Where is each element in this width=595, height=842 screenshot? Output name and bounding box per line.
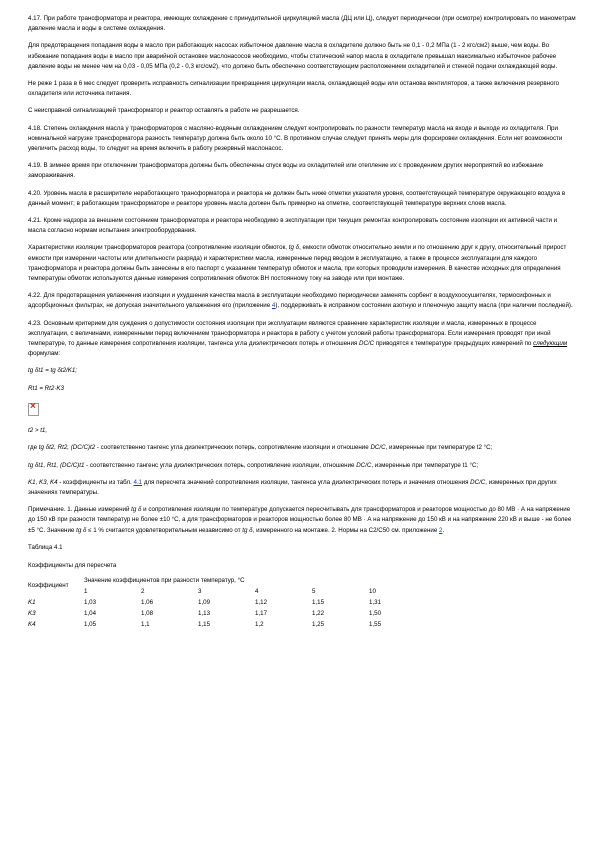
table-row (28, 608, 426, 619)
paragraph-4-21: 4.21. Кроме надзора за внешним состоянием трансформатора и реактора необходимо в эксплуатации при текущих ремонтах контролировать состояние изоляции их активной части и масла согласно нормам испытания электрооборудования. (28, 217, 558, 235)
appendix-2-link[interactable]: 2 (439, 526, 443, 534)
definition-t2-values: где tg δt2, Rt2, (DC/C)t2 - соответственно тангенс угла диэлектрических потерь, сопротивление изоляции и отношение DC/C, измеренные при температуре t2 °С; (28, 444, 493, 452)
table-4-1-link[interactable]: 4.1 (133, 478, 143, 486)
document-page (28, 14, 576, 630)
table-cell: 1,05 (84, 620, 97, 628)
table-title: Коэффициенты для пересчета (28, 561, 117, 569)
table-cell: 1,31 (369, 598, 382, 606)
column-header: 5 (312, 587, 316, 595)
appendix-4-link[interactable]: 4 (271, 302, 276, 310)
table-columns-row (28, 586, 426, 597)
table-cell: 1,06 (141, 598, 154, 606)
formula-temperature-condition: t2 > t1, (28, 427, 48, 435)
paragraph-4-17-pressure: Для предотвращения попадания воды в масло при работающих насосах избыточное давление масла в охладителе должно быть не 0,1 - 0,2 МПа (1 - 2 кгс/см2) выше, чем воды. Во избежание попадания воды в масло при аварийной остановке маслонасосов необходимо, чтобы статический напор масла в охладителе превышал максимально избыточное рабочее давление воды не менее чем на 0,03 - 0,05 МПа (0,2 - 0,3 кгс/см2), что должно быть обеспечено соответствующим расположением охладителей и стенкой подачи охлаждающей воды. (28, 42, 558, 70)
row-name: K3 (28, 609, 36, 617)
table-cell: 1,15 (312, 598, 325, 606)
table-cell: 1,17 (255, 609, 268, 617)
paragraph-4-19: 4.19. В зимнее время при отключении трансформатора должны быть обеспечены спуск воды из охладителей или отепление их с проведением других мероприятий во избежание замораживания. (28, 162, 544, 180)
table-cell: 1,2 (255, 620, 264, 628)
paragraph-4-17: 4.17. При работе трансформатора и реактора, имеющих охлаждение с принудительной циркуляцией масла (ДЦ или Ц), следует периодически (при осмотре) контролировать по манометрам давление масла и воды в системе охлаждения. (28, 15, 576, 33)
formula-tg-delta: tg δt1 = tg δt2/K1; (28, 367, 78, 375)
paragraph-4-17-signal-check: Не реже 1 раза в 6 мес следует проверить исправность сигнализации прекращения циркуляции масла, охлаждающей воды или останова вентиляторов, а также включения резервного охладителя или источника питания. (28, 80, 560, 98)
column-header: 1 (84, 587, 88, 595)
column-header: 10 (369, 587, 376, 595)
paragraph-4-18: 4.18. Степень охлаждения масла у трансформаторов с масляно-водяным охлаждением следует контролировать по разности температур масла на входе и выходе из охладителя. При номинальной нагрузке трансформатора разность температур должна быть около 10 °С. В противном случае следует принять меры для форсировки охлаждения. Если нет возможности увеличить расход воды, то следует на время включить в работу резервный маслонасос. (28, 124, 563, 153)
column-header: 2 (141, 587, 145, 595)
table-cell: 1,1 (141, 620, 150, 628)
row-header-cell: Коэффициент (28, 582, 69, 590)
table-cell: 1,13 (198, 609, 211, 617)
definition-t1-values: tg δt1, Rt1, (DC/C)t1 - соответственно тангенс угла диэлектрических потерь, сопротивление изоляции, отношение DC/C, измеренные при температуре t1 °С; (28, 461, 479, 469)
paragraph-4-23: 4.23. Основным критерием для суждения о допустимости состояния изоляции при эксплуатации являются сравнение характеристик изоляции и масла, измеренных в процессе эксплуатации, с величинами, измеренными перед включением трансформатора и реактора в работу с учетом условий работы трансформатора. Если измерения проводят при иной температуре, то данные измерения сопротивления изоляции, тангенса угла диэлектрических потерь и отношения DC/C приводятся к температуре предыдущих измерений по следующим формулам: (28, 319, 568, 358)
column-header: 4 (255, 587, 259, 595)
table-cell: 1,03 (84, 598, 97, 606)
paragraph-4-17-signal-rule: С неисправной сигнализацией трансформатор и реактор оставлять в работе не разрешается. (28, 107, 300, 115)
table-cell: 1,15 (198, 620, 211, 628)
row-name: K4 (28, 620, 36, 628)
table-cell: 1,55 (369, 620, 382, 628)
table-cell: 1,25 (312, 620, 325, 628)
definition-coefficients: K1, K3, K4 - коэффициенты из табл. 4.1 для пересчета значений сопротивления изоляции, тангенса угла диэлектрических потерь и значения отношения DC/C, измеренных при других значениях температуры. (28, 478, 557, 496)
row-name: K1 (28, 598, 36, 606)
paragraph-4-20: 4.20. Уровень масла в расширителе неработающего трансформатора и реактора не должен быть ниже отметки указателя уровня, соответствующей температуре окружающего воздуха в данный момент; в работающем трансформаторе и реакторе уровень масла должен быть примерно на отметке, соответствующей температуре верхних слоев масла. (28, 189, 566, 207)
coefficients-table (28, 575, 426, 630)
note-paragraph: Примечание. 1. Данные измерений tg δ и сопротивления изоляции по температуре допускается пересчитывать для трансформаторов и реакторов мощностью до 80 МВ · А на напряжение до 150 кВ при разности температур не более ±10 °С, а для трансформаторов и реакторов мощностью более 80 МВ · А на напряжение до 150 кВ и на напряжение 220 кВ и выше - не более ±5 °С. Значение tg δ ≤ 1 % считается удовлетворительным независимо от tg δ, измеренного на монтаже. 2. Нормы на С2/С50 см. приложение 2. (28, 506, 572, 534)
group-header-cell: Значение коэффициентов при разности температур, °С (84, 576, 245, 584)
table-cell: 1,50 (369, 609, 382, 617)
table-cell: 1,08 (141, 609, 154, 617)
paragraph-4-21-insulation: Характеристики изоляции трансформаторов реактора (сопротивление изоляции обмоток, tg δ, емкости обмоток относительно земли и по отношению друг к другу, относительный прирост емкости при измерении частоты или длительности разряда) и характеристики масла, измеренные перед вводом в эксплуатацию, а также в процессе эксплуатации для каждого трансформатора и реактора должны быть занесены в его паспорт с указанием температур обмоток и масла, при которых проводили измерения. В качестве исходных для определения температуры обмоток используются данные измерения сопротивления обмоток ВН постоянному току на заводе или при монтаже. (28, 244, 567, 283)
table-cell: 1,12 (255, 598, 268, 606)
table-cell: 1,22 (312, 609, 325, 617)
broken-image-icon (28, 403, 39, 416)
table-row (28, 619, 426, 630)
table-cell: 1,04 (84, 609, 97, 617)
table-header-row (28, 575, 426, 586)
column-header: 3 (198, 587, 202, 595)
formula-resistance: Rt1 = Rt2·K3 (28, 384, 64, 392)
table-label: Таблица 4.1 (28, 543, 63, 551)
paragraph-4-22: 4.22. Для предотвращения увлажнения изоляции и ухудшения качества масла в эксплуатации необходимо периодически заменять сорбент в воздухоосушителях, термосифонных и адсорбционных фильтрах, не допуская значительного увлажнения его (приложение 4), поддерживать в исправном состоянии азотную и пленочную защиту масла (при наличии последней). (28, 292, 573, 310)
table-row (28, 597, 426, 608)
table-cell: 1,09 (198, 598, 211, 606)
